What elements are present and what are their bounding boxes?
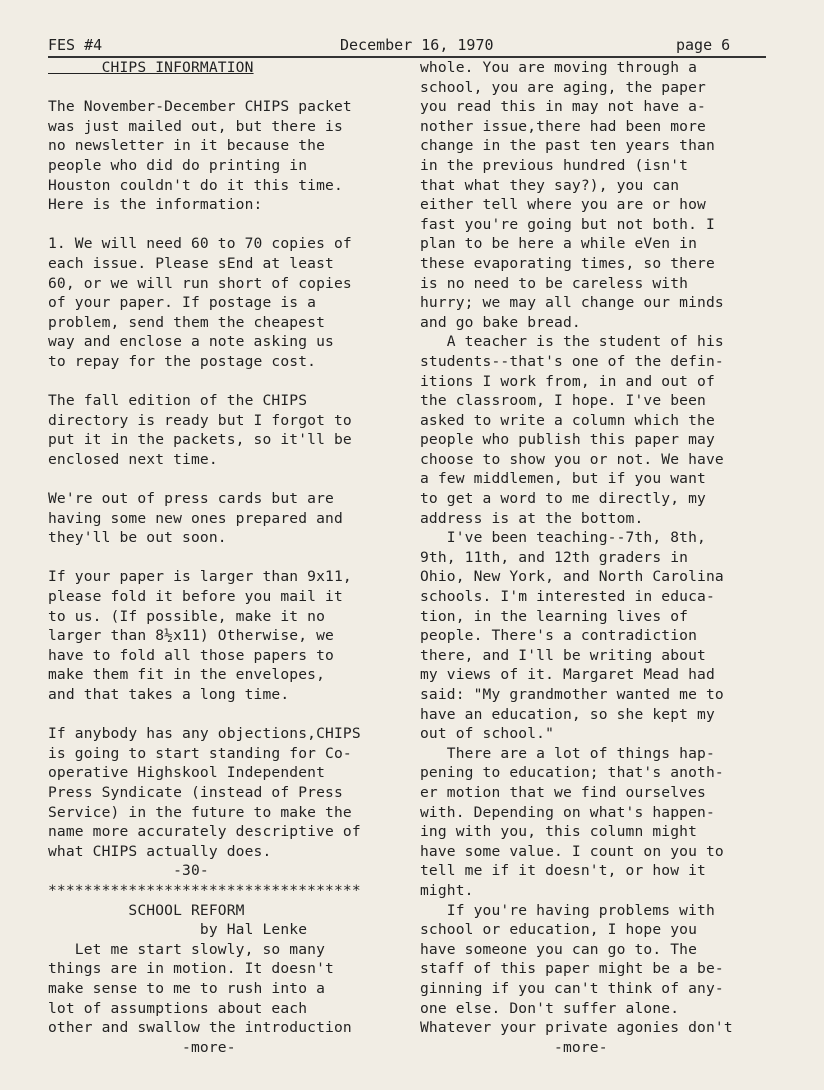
left-column-line	[48, 372, 410, 392]
right-column-line: students--that's one of the defin-	[420, 352, 724, 370]
left-column-line: The fall edition of the CHIPS	[48, 392, 308, 410]
right-column-line: There are a lot of things hap-	[420, 744, 715, 762]
left-column-line: If anybody has any objections,CHIPS	[48, 725, 361, 743]
right-column-line: nother issue,there had been more	[420, 117, 706, 135]
issue-date: December 16, 1970	[340, 36, 494, 54]
left-column-line: larger than 8½x11) Otherwise, we	[48, 627, 334, 645]
right-column-line: change in the past ten years than	[420, 137, 715, 155]
left-column-line: way and enclose a note asking us	[48, 333, 334, 351]
left-column-line: We're out of press cards but are	[48, 490, 334, 508]
right-column-line: school, you are aging, the paper	[420, 78, 706, 96]
left-column-line: no newsletter in it because the	[48, 137, 326, 155]
right-column-line: ing with you, this column might	[420, 823, 698, 841]
right-column-line: itions I work from, in and out of	[420, 372, 715, 390]
right-column-line: have an education, so she kept my	[420, 705, 715, 723]
left-column-line: If your paper is larger than 9x11,	[48, 568, 352, 586]
left-column-line	[48, 215, 410, 235]
right-column-line: have some value. I count on you to	[420, 842, 724, 860]
right-column-line: out of school."	[420, 725, 555, 743]
left-column-line: ***********************************	[48, 881, 361, 899]
right-column-line: there, and I'll be writing about	[420, 646, 706, 664]
left-column-line: put it in the packets, so it'll be	[48, 431, 352, 449]
issue-label: FES #4	[48, 36, 103, 54]
right-column-line: A teacher is the student of his	[420, 333, 724, 351]
left-column-line: each issue. Please sEnd at least	[48, 254, 334, 272]
left-column-line	[48, 705, 410, 725]
left-column-line: having some new ones prepared and	[48, 509, 343, 527]
left-column-line: 60, or we will run short of copies	[48, 274, 352, 292]
right-column-line: choose to show you or not. We have	[420, 450, 724, 468]
right-column-line: fast you're going but not both. I	[420, 215, 715, 233]
left-column-line: people who did do printing in	[48, 156, 308, 174]
left-column-line: have to fold all those papers to	[48, 646, 334, 664]
right-column-line: staff of this paper might be a be-	[420, 960, 724, 978]
right-column-line: -more-	[420, 1038, 608, 1056]
right-column-line: tell me if it doesn't, or how it	[420, 862, 706, 880]
right-column-line: whole. You are moving through a	[420, 59, 698, 76]
right-column-line: is no need to be careless with	[420, 274, 689, 292]
right-column-line: one else. Don't suffer alone.	[420, 999, 680, 1017]
left-column-line: by Hal Lenke	[48, 921, 308, 939]
left-column-line: The November-December CHIPS packet	[48, 98, 352, 116]
left-column-line: 1. We will need 60 to 70 copies of	[48, 235, 352, 253]
right-column-line: Ohio, New York, and North Carolina	[420, 568, 724, 586]
left-column-line: they'll be out soon.	[48, 529, 227, 547]
right-column-line: I've been teaching--7th, 8th,	[420, 529, 706, 547]
left-column-line: was just mailed out, but there is	[48, 117, 343, 135]
right-column-line: ginning if you can't think of any-	[420, 979, 724, 997]
right-column-line: might.	[420, 881, 474, 899]
right-column-line: people. There's a contradiction	[420, 627, 698, 645]
left-column-line: of your paper. If postage is a	[48, 294, 317, 312]
left-column-line: things are in motion. It doesn't	[48, 960, 334, 978]
right-column-line: Whatever your private agonies don't	[420, 1019, 733, 1037]
left-column-line	[48, 78, 410, 98]
right-column-line: plan to be here a while eVen in	[420, 235, 698, 253]
right-column-line: pening to education; that's anoth-	[420, 764, 724, 782]
right-column-line: to get a word to me directly, my	[420, 490, 706, 508]
left-column-line: problem, send them the cheapest	[48, 313, 326, 331]
left-column-line: what CHIPS actually does.	[48, 842, 272, 860]
left-column-line: Houston couldn't do it this time.	[48, 176, 343, 194]
right-column-line: have someone you can go to. The	[420, 940, 698, 958]
left-column-line: please fold it before you mail it	[48, 588, 343, 606]
right-column-line: the classroom, I hope. I've been	[420, 392, 706, 410]
left-column-line	[48, 469, 410, 489]
right-column-line: people who publish this paper may	[420, 431, 715, 449]
right-column-line: these evaporating times, so there	[420, 254, 715, 272]
right-column-line: asked to write a column which the	[420, 411, 715, 429]
left-column-line: Here is the information:	[48, 196, 263, 214]
page-header	[48, 35, 768, 55]
left-column-line: is going to start standing for Co-	[48, 744, 352, 762]
left-column-line: directory is ready but I forgot to	[48, 411, 352, 429]
right-column-line: schools. I'm interested in educa-	[420, 588, 715, 606]
right-column-line: in the previous hundred (isn't	[420, 156, 689, 174]
right-column-line: er motion that we find ourselves	[420, 783, 706, 801]
left-column-line: make them fit in the envelopes,	[48, 666, 326, 684]
left-column-line: -30-	[48, 862, 209, 880]
page-number: page 6	[676, 36, 731, 54]
right-column-line: with. Depending on what's happen-	[420, 803, 715, 821]
left-column-line: enclosed next time.	[48, 450, 218, 468]
left-column-line: CHIPS INFORMATION	[48, 59, 254, 76]
right-column-line: 9th, 11th, and 12th graders in	[420, 548, 689, 566]
right-column-line: my views of it. Margaret Mead had	[420, 666, 715, 684]
left-column-line: Let me start slowly, so many	[48, 940, 326, 958]
left-column-line: Press Syndicate (instead of Press	[48, 783, 343, 801]
right-column-line: school or education, I hope you	[420, 921, 698, 939]
right-column-line: hurry; we may all change our minds	[420, 294, 724, 312]
right-column-line: said: "My grandmother wanted me to	[420, 686, 724, 703]
right-column-line: you read this in may not have a-	[420, 98, 706, 116]
right-column-line: If you're having problems with	[420, 901, 715, 919]
left-column-line: to repay for the postage cost.	[48, 352, 317, 370]
left-column-line: operative Highskool Independent	[48, 764, 326, 782]
left-column-line: SCHOOL REFORM	[48, 901, 245, 919]
right-column-line: tion, in the learning lives of	[420, 607, 689, 625]
left-column-line: lot of assumptions about each	[48, 999, 308, 1017]
left-column-line: to us. (If possible, make it no	[48, 607, 326, 625]
left-column-line: make sense to me to rush into a	[48, 979, 326, 997]
right-column-line: and go bake bread.	[420, 313, 581, 331]
left-column-line	[48, 548, 410, 568]
left-column-line: name more accurately descriptive of	[48, 823, 361, 841]
right-column-line: address is at the bottom.	[420, 509, 644, 527]
right-column-line: that what they say?), you can	[420, 176, 680, 194]
left-column-line: other and swallow the introduction	[48, 1019, 352, 1037]
left-column-line: -more-	[48, 1038, 236, 1056]
left-column	[48, 58, 410, 1057]
left-column-line: Service) in the future to make the	[48, 803, 352, 821]
left-column-line: and that takes a long time.	[48, 686, 290, 703]
right-column-line: either tell where you are or how	[420, 196, 706, 214]
right-column	[420, 58, 784, 1057]
right-column-line: a few middlemen, but if you want	[420, 470, 706, 488]
